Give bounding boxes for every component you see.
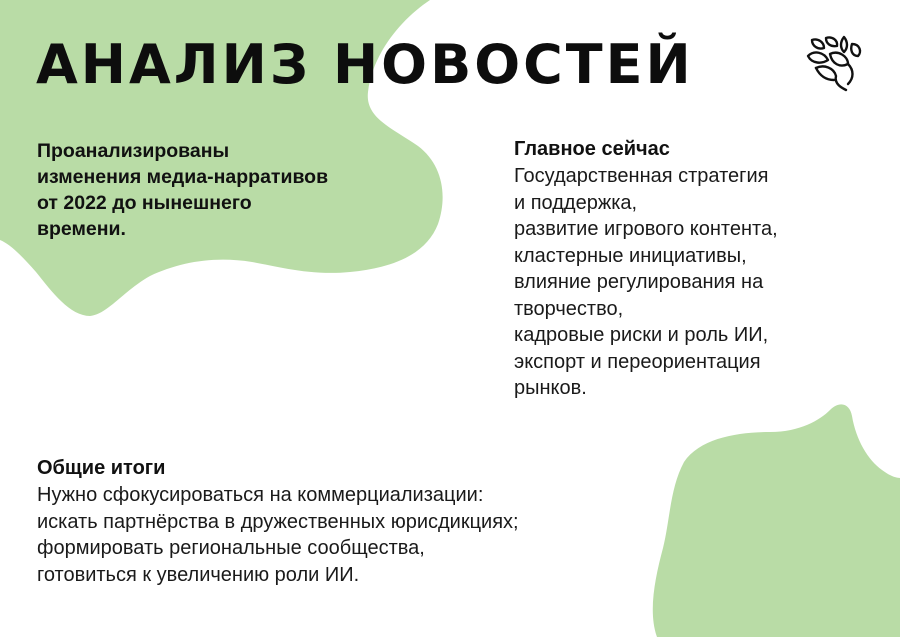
main-now-line: развитие игрового контента, — [514, 218, 778, 240]
main-now-section — [514, 136, 884, 402]
summary-line: искать партнёрства в дружественных юрисдикциях; — [37, 510, 519, 533]
bottom-right-blob — [653, 404, 900, 637]
summary-section — [37, 455, 657, 588]
summary-line: формировать региональные сообщества, — [37, 537, 425, 559]
intro-line: от 2022 до нынешнего — [37, 192, 252, 214]
main-now-line: и поддержка, — [514, 191, 638, 214]
main-now-line: рынков. — [514, 377, 587, 399]
main-now-line: кадровые риски и роль ИИ, — [514, 324, 769, 346]
main-now-line: творчество, — [514, 297, 624, 320]
main-now-line: Государственная стратегия — [514, 165, 769, 187]
intro-line: Проанализированы — [37, 140, 230, 162]
summary-heading: Общие итоги — [37, 457, 166, 479]
summary-line: готовиться к увеличению роли ИИ. — [37, 563, 360, 586]
intro-line: времени. — [37, 218, 126, 240]
main-now-line: экспорт и переориентация — [514, 350, 761, 373]
abstract-leaves-logo-icon — [804, 34, 864, 92]
intro-text — [37, 138, 437, 242]
main-now-line: влияние регулирования на — [514, 271, 764, 293]
main-now-heading: Главное сейчас — [514, 138, 670, 160]
summary-line: Нужно сфокусироваться на коммерциализации: — [37, 484, 484, 506]
main-now-line: кластерные инициативы, — [514, 244, 747, 267]
intro-line: изменения медиа-нарративов — [37, 166, 329, 188]
page-title: АНАЛИЗ НОВОСТЕЙ — [36, 33, 694, 96]
